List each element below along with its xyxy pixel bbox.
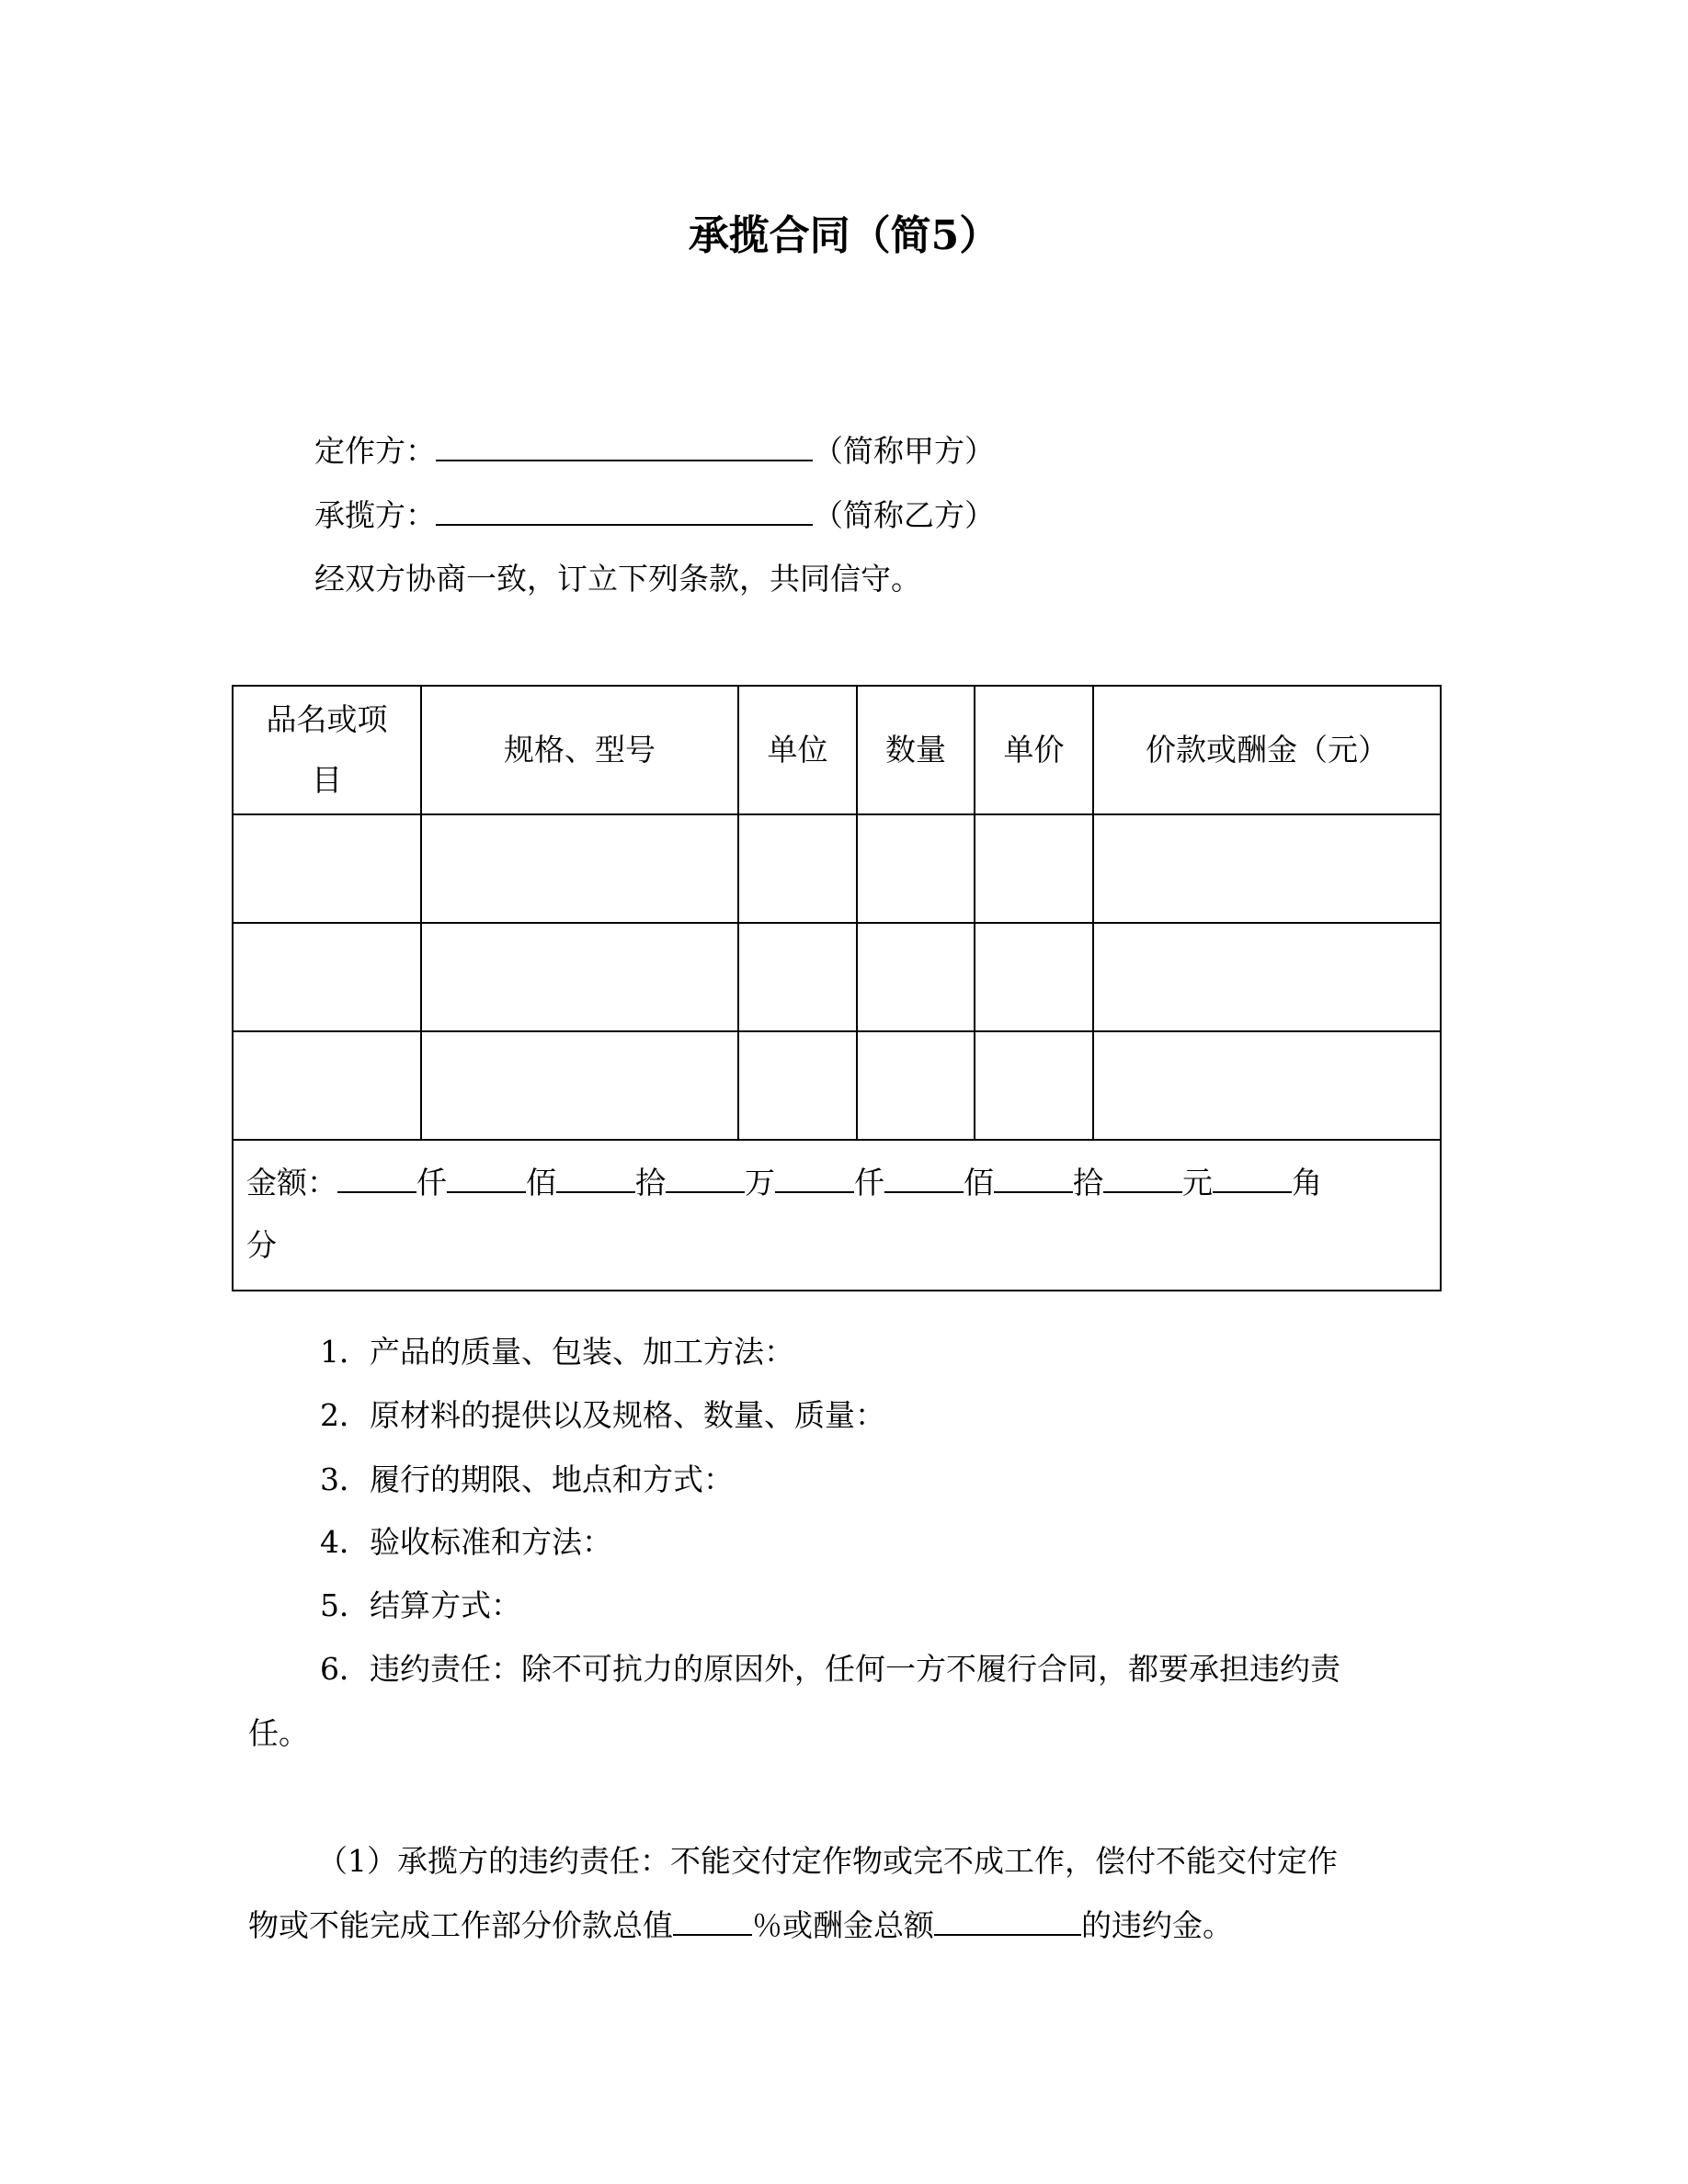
table-cell[interactable] <box>738 1031 857 1140</box>
clause-1: 1．产品的质量、包装、加工方法： <box>320 1334 794 1370</box>
header-unit: 单位 <box>738 686 857 814</box>
intro-text: 经双方协商一致，订立下列条款，共同信守。 <box>314 561 921 597</box>
amount-blank[interactable] <box>994 1166 1073 1193</box>
party-a-blank[interactable] <box>436 432 813 461</box>
amount-blank[interactable] <box>775 1166 854 1193</box>
table-cell[interactable] <box>1093 814 1441 923</box>
table-cell[interactable] <box>975 1031 1093 1140</box>
party-b-label: 承揽方： <box>314 497 436 533</box>
amount-blank[interactable] <box>666 1166 745 1193</box>
clause-3: 3．履行的期限、地点和方式： <box>320 1462 734 1497</box>
sub-clause-text: 的违约金。 <box>1081 1907 1233 1943</box>
amount-blank[interactable] <box>884 1166 964 1193</box>
header-price: 单价 <box>975 686 1093 814</box>
amount-cell <box>233 1140 1441 1291</box>
amount-blank[interactable] <box>1103 1166 1182 1193</box>
table-row <box>233 1031 1441 1140</box>
sub-clause-text: 物或不能完成工作部分价款总值 <box>248 1907 673 1943</box>
table-cell[interactable] <box>738 923 857 1031</box>
table-row <box>233 814 1441 923</box>
amount-unit: 万 <box>745 1165 775 1200</box>
header-amount: 价款或酬金（元） <box>1093 686 1441 814</box>
amount-unit: 拾 <box>1073 1165 1103 1200</box>
table-cell[interactable] <box>233 814 421 923</box>
table-cell[interactable] <box>421 1031 738 1140</box>
amount-blank[interactable] <box>556 1166 635 1193</box>
amount-unit: 元 <box>1182 1165 1213 1200</box>
table-header-row <box>233 686 1441 814</box>
table-cell[interactable] <box>233 923 421 1031</box>
party-b-blank[interactable] <box>436 496 813 526</box>
clause-2: 2．原材料的提供以及规格、数量、质量： <box>320 1397 885 1433</box>
amount-blank[interactable] <box>337 1166 416 1193</box>
header-spec: 规格、型号 <box>421 686 738 814</box>
table-cell[interactable] <box>1093 923 1441 1031</box>
items-table <box>232 685 1442 1291</box>
percent-blank[interactable] <box>673 1906 752 1936</box>
amount-blank[interactable] <box>1213 1166 1292 1193</box>
party-a-label: 定作方： <box>314 433 436 469</box>
amount-unit: 仟 <box>854 1165 884 1200</box>
party-b-line <box>314 496 995 534</box>
clause-5: 5．结算方式： <box>320 1587 521 1623</box>
amount-row <box>233 1140 1441 1291</box>
table-cell[interactable] <box>233 1031 421 1140</box>
amount-unit: 角 <box>1292 1165 1322 1200</box>
amount-unit: 分 <box>246 1227 277 1263</box>
sub-clause-1-line-2 <box>248 1906 1233 1944</box>
clause-6: 6．违约责任：除不可抗力的原因外，任何一方不履行合同，都要承担违约责 <box>320 1651 1340 1687</box>
amount-unit: 佰 <box>964 1165 994 1200</box>
header-item: 品名或项目 <box>233 686 421 814</box>
table-cell[interactable] <box>421 923 738 1031</box>
sub-clause-1-line-1: （1）承揽方的违约责任：不能交付定作物或完不成工作，偿付不能交付定作 <box>317 1843 1338 1879</box>
table-row <box>233 923 1441 1031</box>
clause-6-continued: 任。 <box>248 1715 309 1751</box>
table-cell[interactable] <box>1093 1031 1441 1140</box>
document-title: 承揽合同（简5） <box>688 212 1000 259</box>
amount-unit: 佰 <box>526 1165 556 1200</box>
party-a-suffix: （简称甲方） <box>813 433 995 469</box>
table-cell[interactable] <box>857 814 975 923</box>
amount-unit: 仟 <box>416 1165 447 1200</box>
table-cell[interactable] <box>857 1031 975 1140</box>
clause-4: 4．验收标准和方法： <box>320 1524 612 1560</box>
table-cell[interactable] <box>975 814 1093 923</box>
sub-clause-text: ％或酬金总额 <box>752 1907 934 1943</box>
table-cell[interactable] <box>857 923 975 1031</box>
fee-blank[interactable] <box>934 1906 1081 1936</box>
amount-label: 金额： <box>246 1165 337 1200</box>
amount-unit: 拾 <box>635 1165 666 1200</box>
header-quantity: 数量 <box>857 686 975 814</box>
party-a-line <box>314 432 995 470</box>
table-cell[interactable] <box>975 923 1093 1031</box>
table-cell[interactable] <box>421 814 738 923</box>
party-b-suffix: （简称乙方） <box>813 497 995 533</box>
table-cell[interactable] <box>738 814 857 923</box>
amount-blank[interactable] <box>447 1166 526 1193</box>
